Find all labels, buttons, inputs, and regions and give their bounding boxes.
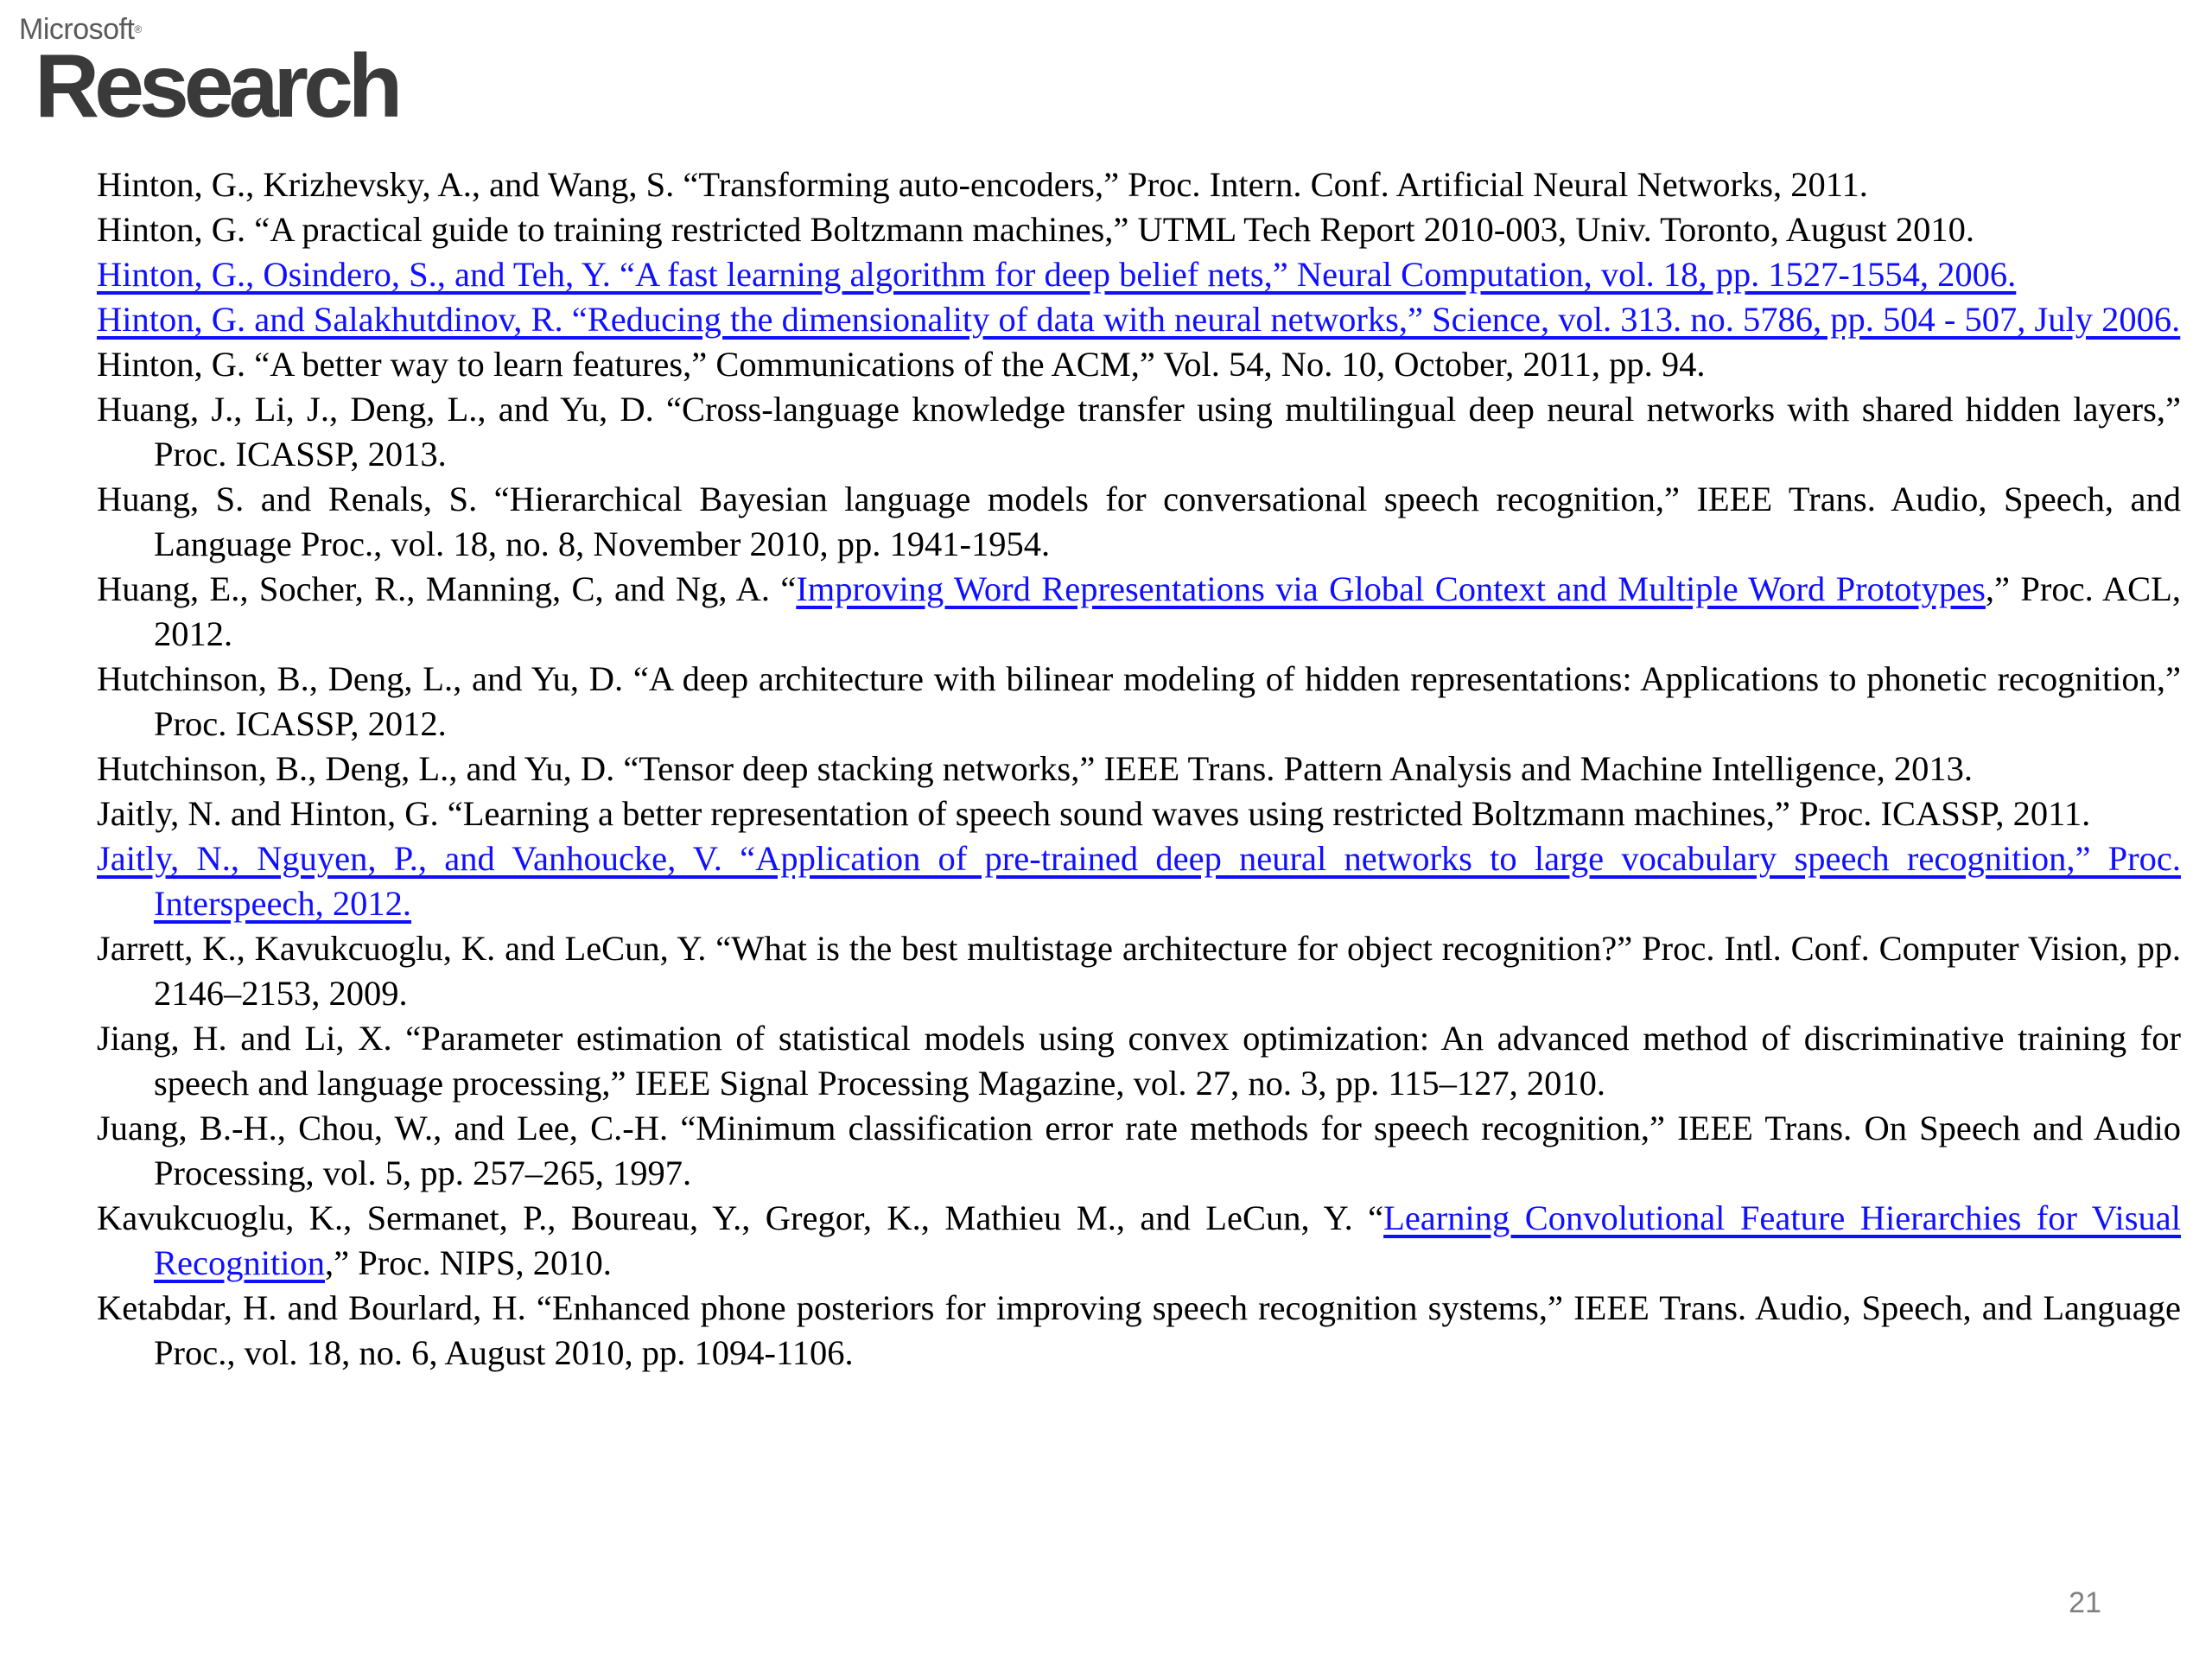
reference-title-link[interactable]: Learning Convolutional Feature Hierarchies for Visual Recognition	[154, 1198, 2181, 1282]
reference-item: Jaitly, N. and Hinton, G. “Learning a better representation of speech sound waves using restricted Boltzmann machines,” Proc. ICASSP, 2011.	[97, 794, 2091, 833]
microsoft-research-logo	[19, 13, 398, 137]
reference-item: Huang, S. and Renals, S. “Hierarchical Bayesian language models for conversational speech recognition,” IEEE Trans. Audio, Speech, and Language Proc., vol. 18, no. 8, November 2010, pp. 1941-1954.	[97, 480, 2181, 563]
logo-microsoft-text: Microsoft®	[19, 13, 142, 46]
reference-item: Jarrett, K., Kavukcuoglu, K. and LeCun, Y. “What is the best multistage architecture for object recognition?” Proc. Intl. Conf. Computer Vision, pp. 2146–2153, 2009.	[97, 929, 2181, 1013]
reference-item-link[interactable]: Jaitly, N., Nguyen, P., and Vanhoucke, V. “Application of pre-trained deep neural networks to large vocabulary speech recognition,” Proc. Interspeech, 2012.	[97, 839, 2181, 923]
reference-item: Kavukcuoglu, K., Sermanet, P., Boureau, Y., Gregor, K., Mathieu M., and LeCun, Y. “Learning Convolutional Feature Hierarchies for Visual Recognition,” Proc. NIPS, 2010.	[97, 1198, 2181, 1282]
reference-item: Hinton, G. “A better way to learn features,” Communications of the ACM,” Vol. 54, No. 10, October, 2011, pp. 94.	[97, 345, 1706, 384]
reference-item: Huang, E., Socher, R., Manning, C, and Ng, A. “Improving Word Representations via Global Context and Multiple Word Prototypes,” Proc. ACL, 2012.	[97, 569, 2181, 653]
reference-item-link[interactable]: Hinton, G., Osindero, S., and Teh, Y. “A fast learning algorithm for deep belief nets,” Neural Computation, vol. 18, pp. 1527-1554, 2006.	[97, 255, 2017, 294]
reference-list	[97, 162, 2181, 1376]
reference-item: Hinton, G., Krizhevsky, A., and Wang, S. “Transforming auto-encoders,” Proc. Intern. Conf. Artificial Neural Networks, 2011.	[97, 165, 1868, 204]
reference-item: Jiang, H. and Li, X. “Parameter estimation of statistical models using convex optimization: An advanced method of discriminative training for speech and language processing,” IEEE Signal Processing Magazine, vol. 27, no. 3, pp. 115–127, 2010.	[97, 1019, 2181, 1103]
page-number: 21	[2069, 1586, 2101, 1619]
reference-item: Hutchinson, B., Deng, L., and Yu, D. “Tensor deep stacking networks,” IEEE Trans. Pattern Analysis and Machine Intelligence, 2013.	[97, 749, 1973, 788]
logo-research-text: Research	[35, 36, 398, 137]
reference-item: Hutchinson, B., Deng, L., and Yu, D. “A deep architecture with bilinear modeling of hidden representations: Applications to phonetic recognition,” Proc. ICASSP, 2012.	[97, 659, 2181, 743]
reference-item: Huang, J., Li, J., Deng, L., and Yu, D. “Cross-language knowledge transfer using multilingual deep neural networks with shared hidden layers,” Proc. ICASSP, 2013.	[97, 390, 2181, 474]
reference-item: Hinton, G. “A practical guide to training restricted Boltzmann machines,” UTML Tech Report 2010-003, Univ. Toronto, August 2010.	[97, 210, 1975, 249]
reference-item-link[interactable]: Hinton, G. and Salakhutdinov, R. “Reducing the dimensionality of data with neural networks,” Science, vol. 313. no. 5786, pp. 504 - 507, July 2006.	[97, 300, 2181, 339]
reference-item: Ketabdar, H. and Bourlard, H. “Enhanced phone posteriors for improving speech recognition systems,” IEEE Trans. Audio, Speech, and Language Proc., vol. 18, no. 6, August 2010, pp. 1094-1106.	[97, 1288, 2181, 1372]
reference-item: Juang, B.-H., Chou, W., and Lee, C.-H. “Minimum classification error rate methods for speech recognition,” IEEE Trans. On Speech and Audio Processing, vol. 5, pp. 257–265, 1997.	[97, 1109, 2181, 1192]
reference-title-link[interactable]: Improving Word Representations via Global Context and Multiple Word Prototypes	[796, 569, 1986, 608]
